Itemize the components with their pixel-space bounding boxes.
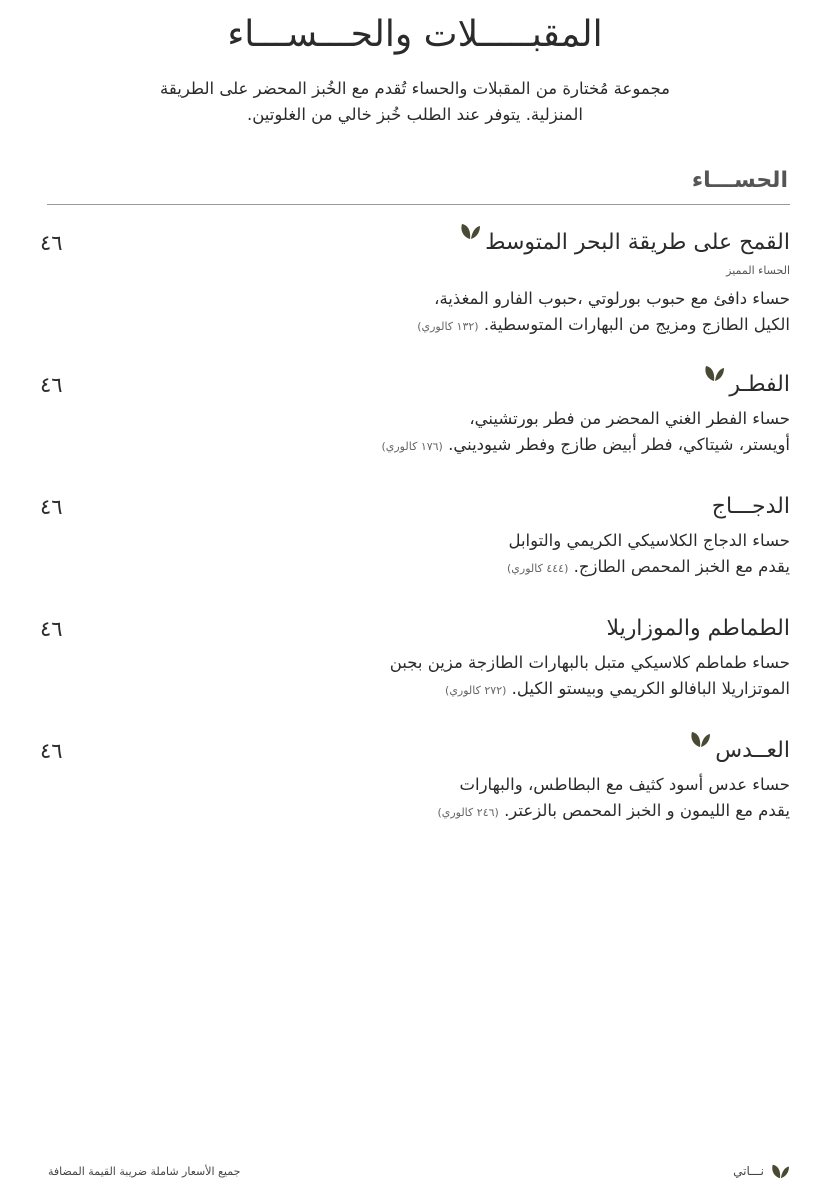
calorie-count: (٢٤٦ كالوري) (437, 806, 499, 819)
menu-intro: مجموعة مُختارة من المقبلات والحساء تُقدم مع الخُبز المحضر على الطريقة المنزلية. يتوفر عند الطلب خُبز خالي من الغلوتين. (160, 79, 670, 124)
menu-item-tomato-mozzarella (40, 614, 790, 714)
menu-item-price: ٤٦ (40, 373, 63, 397)
description-line: أويستر، شيتاكي، فطر أبيض طازج وفطر شيوديني. (448, 435, 790, 454)
description-line: حساء طماطم كلاسيكي متبل بالبهارات الطازجة مزين بجبن (389, 653, 790, 672)
description-line: حساء الفطر الغني المحضر من فطر بورتشيني، (469, 409, 790, 428)
menu-item-price: ٤٦ (40, 495, 63, 519)
menu-item-subtitle: الحساء المميز (726, 264, 790, 277)
menu-item-name: العــدس (715, 738, 790, 763)
description-line: حساء عدس أسود كثيف مع البطاطس، والبهارات (459, 775, 790, 794)
menu-item-description (310, 528, 790, 582)
menu-item-description (310, 772, 790, 826)
menu-item-mushroom (40, 370, 790, 470)
brand-logo (733, 1162, 790, 1180)
calorie-count: (١٣٢ كالوري) (417, 320, 479, 333)
description-line: حساء دافئ مع حبوب بورلوتي ،حبوب الفارو المغذية، (434, 289, 790, 308)
leaf-icon (703, 362, 725, 382)
description-line: يقدم مع الخبز المحمص الطازج. (573, 557, 790, 576)
menu-item-name: الدجـــاج (711, 494, 790, 519)
section-title-soups: الحســـاء (691, 168, 788, 193)
menu-item-lentil (40, 736, 790, 836)
page-title: المقبـــــلات والحـــســـاء (227, 14, 603, 55)
brand-name: نـــاتي (733, 1164, 764, 1178)
section-divider (47, 204, 790, 205)
menu-item-price: ٤٦ (40, 231, 63, 255)
calorie-count: (٤٤٤ كالوري) (507, 562, 569, 575)
menu-item-description (270, 650, 790, 704)
description-line: حساء الدجاج الكلاسيكي الكريمي والتوابل (508, 531, 790, 550)
description-line: يقدم مع الليمون و الخبز المحمص بالزعتر. (504, 801, 790, 820)
menu-item-description (310, 286, 790, 340)
description-line: الموتزاريلا البافالو الكريمي وبيستو الكيل. (511, 679, 790, 698)
menu-item-mediterranean-wheat (40, 228, 790, 338)
menu-item-price: ٤٦ (40, 739, 63, 763)
menu-item-name: الطماطم والموزاريلا (606, 616, 790, 641)
description-line: الكيل الطازج ومزيج من البهارات المتوسطية. (483, 315, 790, 334)
calorie-count: (٢٧٢ كالوري) (445, 684, 507, 697)
menu-item-name: الفطـر (729, 372, 790, 397)
leaf-icon (689, 728, 711, 748)
menu-item-name: القمح على طريقة البحر المتوسط (485, 230, 790, 255)
leaf-icon (459, 220, 481, 240)
leaf-icon (770, 1162, 790, 1180)
menu-item-chicken (40, 492, 790, 592)
menu-item-description (310, 406, 790, 460)
menu-item-price: ٤٦ (40, 617, 63, 641)
vat-note: جميع الأسعار شاملة ضريبة القيمة المضافة (48, 1165, 241, 1178)
calorie-count: (١٧٦ كالوري) (381, 440, 443, 453)
